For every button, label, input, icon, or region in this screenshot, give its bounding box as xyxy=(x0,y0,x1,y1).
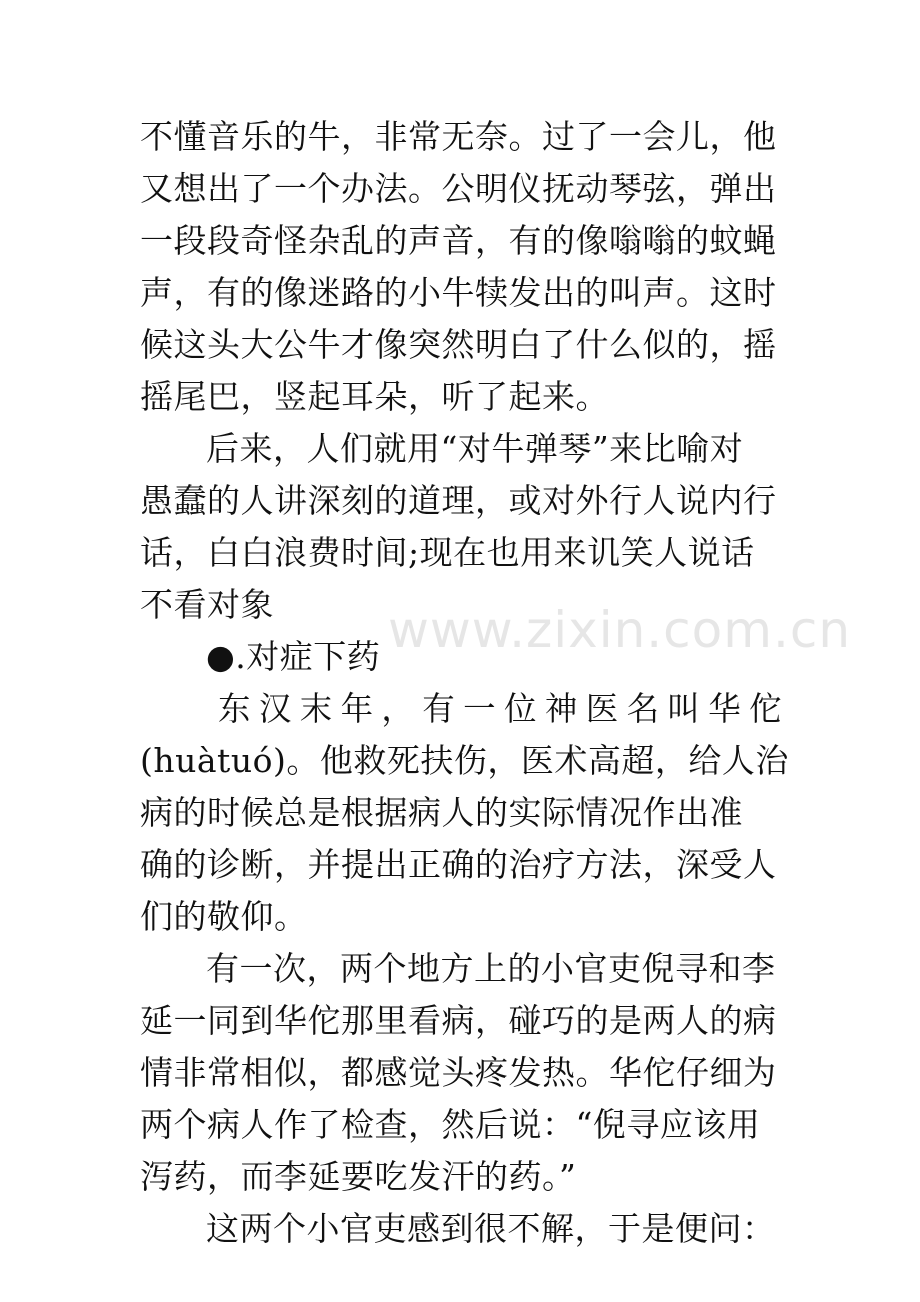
watermark: www.zixin.com.cn xyxy=(388,601,852,659)
text-line: 病的时候总是根据病人的实际情况作出准 xyxy=(140,793,743,832)
text-line: 不看对象 xyxy=(140,585,274,624)
text-line: 两个病人作了检查，然后说：“倪寻应该用 xyxy=(140,1105,761,1144)
text-line: 一段段奇怪杂乱的声音，有的像嗡嗡的蚊蝇 xyxy=(140,221,777,260)
section-heading: ●.对症下药 xyxy=(206,637,381,676)
text-line: 候这头大公牛才像突然明白了什么似的，摇 xyxy=(140,325,777,364)
paragraph-start-line: 这两个小官吏感到很不解，于是便问： xyxy=(206,1209,776,1248)
text-line: 延一同到华佗那里看病，碰巧的是两人的病 xyxy=(140,1001,777,1040)
text-line: 话，白白浪费时间;现在也用来讥笑人说话 xyxy=(140,533,755,572)
text-line: 又想出了一个办法。公明仪抚动琴弦，弹出 xyxy=(140,169,777,208)
text-line: 声，有的像迷路的小牛犊发出的叫声。这时 xyxy=(140,273,777,312)
text-line: 摇尾巴，竖起耳朵，听了起来。 xyxy=(140,377,609,416)
text-line: 泻药，而李延要吃发汗的药。” xyxy=(140,1157,577,1196)
text-line: 愚蠢的人讲深刻的道理，或对外行人说内行 xyxy=(140,481,777,520)
paragraph-start-line: 后来，人们就用“对牛弹琴”来比喻对 xyxy=(206,429,744,468)
text-line: 不懂音乐的牛，非常无奈。过了一会儿，他 xyxy=(140,117,777,156)
paragraph-start-line: 有一次，两个地方上的小官吏倪寻和李 xyxy=(206,949,776,988)
text-line: 确的诊断，并提出正确的治疗方法，深受人 xyxy=(140,845,777,884)
text-line: (huàtuó)。他救死扶伤，医术高超，给人治 xyxy=(140,741,789,780)
text-line: 们的敬仰。 xyxy=(140,897,308,936)
text-line: 情非常相似，都感觉头疼发热。华佗仔细为 xyxy=(140,1053,777,1092)
paragraph-start-line: 东汉末年，有一位神医名叫华佗 xyxy=(218,689,790,728)
